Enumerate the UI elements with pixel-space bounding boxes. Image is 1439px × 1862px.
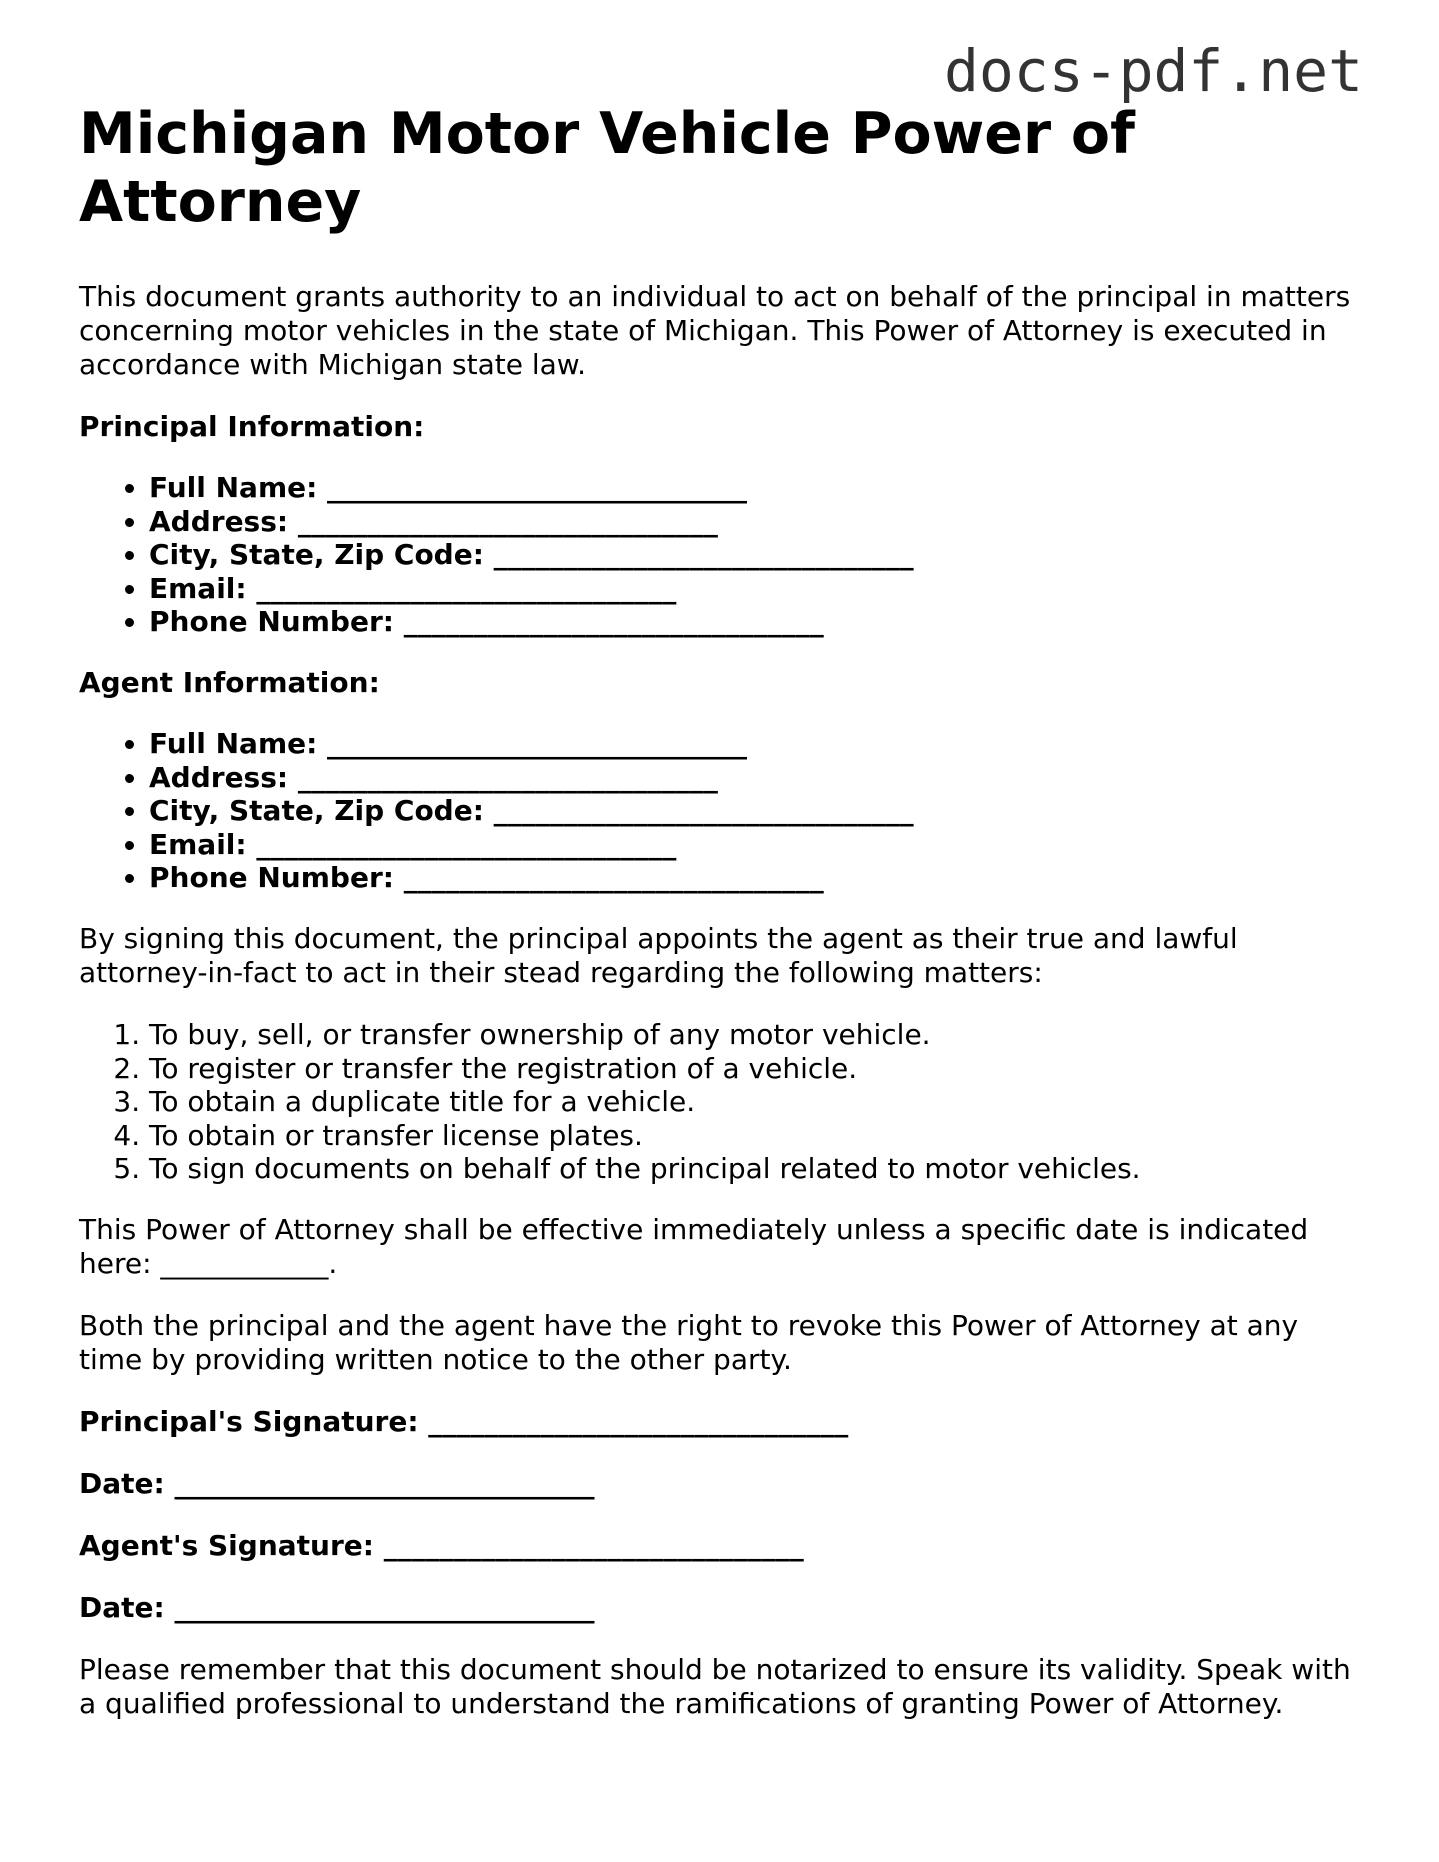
- matter-item: 1. To buy, sell, or transfer ownership of any motor vehicle.: [149, 1018, 1369, 1052]
- agent-city-state-zip-field: • City, State, Zip Code: ______________________________: [149, 794, 1369, 828]
- principal-phone-field: • Phone Number: ______________________________: [149, 605, 1369, 639]
- matters-list: [79, 1018, 1369, 1186]
- closing-paragraph: Please remember that this document should be notarized to ensure its validity. Speak with a qualified professional to understand the ramifications of granting Power of Attorney.: [79, 1652, 1351, 1720]
- appointment-paragraph: By signing this document, the principal appoints the agent as their true and lawful attorney-in-fact to act in their stead regarding the following matters:: [79, 921, 1238, 989]
- principal-signature-line: Principal's Signature: ______________________________: [79, 1404, 849, 1438]
- agent-address-field: • Address: ______________________________: [149, 761, 1369, 795]
- matter-item: 4. To obtain or transfer license plates.: [149, 1119, 1369, 1153]
- watermark-text: docs-pdf.net: [943, 37, 1363, 105]
- agent-full-name-field: • Full Name: ______________________________: [149, 727, 1369, 761]
- principal-city-state-zip-field: • City, State, Zip Code: ______________________________: [149, 538, 1369, 572]
- effective-date-paragraph: This Power of Attorney shall be effective immediately unless a specific date is indicated here: ____________.: [79, 1212, 1309, 1280]
- principal-email-field: • Email: ______________________________: [149, 572, 1369, 606]
- principal-date-line: Date: ______________________________: [79, 1466, 595, 1500]
- agent-signature-line: Agent's Signature: ______________________________: [79, 1528, 804, 1562]
- principal-address-field: • Address: ______________________________: [149, 505, 1369, 539]
- principal-full-name-field: • Full Name: ______________________________: [149, 471, 1369, 505]
- agent-phone-field: • Phone Number: ______________________________: [149, 861, 1369, 895]
- principal-fields-list: [79, 471, 1369, 639]
- matter-item: 2. To register or transfer the registration of a vehicle.: [149, 1052, 1369, 1086]
- page-title: Michigan Motor Vehicle Power of Attorney: [79, 101, 1135, 235]
- principal-heading: Principal Information:: [79, 410, 425, 443]
- agent-heading: Agent Information:: [79, 665, 380, 699]
- agent-email-field: • Email: ______________________________: [149, 828, 1369, 862]
- revocation-paragraph: Both the principal and the agent have the right to revoke this Power of Attorney at any time by providing written notice to the other party.: [79, 1308, 1299, 1376]
- agent-date-line: Date: ______________________________: [79, 1590, 595, 1624]
- document-body: [79, 100, 1369, 1749]
- intro-paragraph: This document grants authority to an individual to act on behalf of the principal in matters concerning motor vehicles in the state of Michigan. This Power of Attorney is executed in accordance with Michigan state law.: [79, 280, 1351, 381]
- matter-item: 5. To sign documents on behalf of the principal related to motor vehicles.: [149, 1152, 1369, 1186]
- matter-item: 3. To obtain a duplicate title for a vehicle.: [149, 1085, 1369, 1119]
- agent-fields-list: [79, 727, 1369, 895]
